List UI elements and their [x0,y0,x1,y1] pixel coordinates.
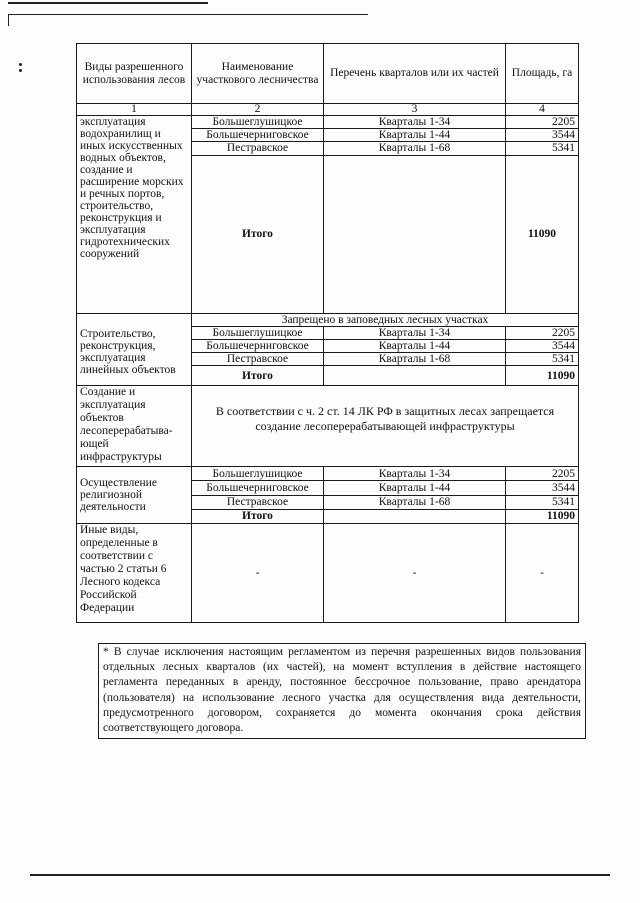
table-row [77,116,579,129]
header-forestry-name: Наименование участкового лесничества [192,44,324,104]
area: 3544 [506,481,579,495]
total-label: Итого [192,155,324,313]
dash-cell: - [192,524,324,623]
total-label: Итого [192,509,324,523]
use-type-linear-objects: Строительство, реконструкция, эксплуатация линейных объектов [77,314,192,386]
quarters: Кварталы 1-68 [324,142,506,155]
column-number: 2 [192,104,324,116]
use-type-wood-processing: Создание и эксплуатация объектов лесоперерабатыва-ющей инфраструктуры [77,386,192,467]
quarters: Кварталы 1-34 [324,116,506,129]
table-row [77,314,579,327]
empty-cell [324,155,506,313]
area: 3544 [506,340,579,353]
total-area: 11090 [506,509,579,523]
header-area: Площадь, га [506,44,579,104]
column-number: 4 [506,104,579,116]
forestry-name: Большечерниговское [192,481,324,495]
footnote: * В случае исключения настоящим регламентом из перечня разрешенных видов пользования отдельных лесных кварталов (их частей), на момент вступления в действие настоящего регламента переданных в аренду, постоянное бессрочное пользование, право арендатора (пользователя) на использование лесного участка для осуществления вида деятельности, предусмотренного договором, сохраняется до момента окончания срока действия соответствующего договора. [98,643,586,739]
scan-speck-1 [19,63,22,66]
scan-edge-bottom [30,874,610,876]
forestry-name: Большеглушицкое [192,467,324,481]
header-quarters-list: Перечень кварталов или их частей [324,44,506,104]
use-type-water-bodies: эксплуатация водохранилищ и иных искусственных водных объектов, создание и расширение морских и речных портов, строительство, реконструкция и эксплуатация гидротехнических сооружений [77,116,192,314]
table-row [77,386,579,467]
use-type-religious: Осуществление религиозной деятельности [77,467,192,524]
forestry-name: Пестравское [192,495,324,509]
scan-edge-top-1 [8,2,208,4]
total-area: 11090 [506,366,579,386]
forestry-name: Большеглушицкое [192,327,324,340]
column-numbers-row [77,104,579,116]
prohibition-text: В соответствии с ч. 2 ст. 14 ЛК РФ в защитных лесах запрещается создание лесоперерабатывающей инфраструктуры [192,386,579,467]
area: 5341 [506,495,579,509]
area: 5341 [506,142,579,155]
empty-cell [324,509,506,523]
table-row [77,467,579,481]
quarters: Кварталы 1-44 [324,340,506,353]
forestry-name: Большеглушицкое [192,116,324,129]
scan-edge-left-vertical [8,14,9,26]
dash-cell: - [324,524,506,623]
table-header-row [77,44,579,104]
forestry-name: Большечерниговское [192,129,324,142]
restriction-note: Запрещено в заповедных лесных участках [192,314,579,327]
area: 2205 [506,116,579,129]
forestry-name: Большечерниговское [192,340,324,353]
header-use-types: Виды разрешенного использования лесов [77,44,192,104]
quarters: Кварталы 1-68 [324,495,506,509]
table-row [77,524,579,623]
scan-edge-top-2 [8,14,368,15]
area: 2205 [506,467,579,481]
quarters: Кварталы 1-44 [324,129,506,142]
column-number: 3 [324,104,506,116]
quarters: Кварталы 1-34 [324,327,506,340]
total-area: 11090 [506,155,579,313]
total-label: Итого [192,366,324,386]
permitted-uses-table [76,43,579,623]
forestry-name: Пестравское [192,353,324,366]
area: 3544 [506,129,579,142]
empty-cell [324,366,506,386]
area: 2205 [506,327,579,340]
dash-cell: - [506,524,579,623]
quarters: Кварталы 1-34 [324,467,506,481]
forestry-name: Пестравское [192,142,324,155]
area: 5341 [506,353,579,366]
column-number: 1 [77,104,192,116]
quarters: Кварталы 1-44 [324,481,506,495]
scan-speck-2 [19,69,22,72]
quarters: Кварталы 1-68 [324,353,506,366]
use-type-other: Иные виды, определенные в соответствии с частью 2 статьи 6 Лесного кодекса Российской Федерации [77,524,192,623]
